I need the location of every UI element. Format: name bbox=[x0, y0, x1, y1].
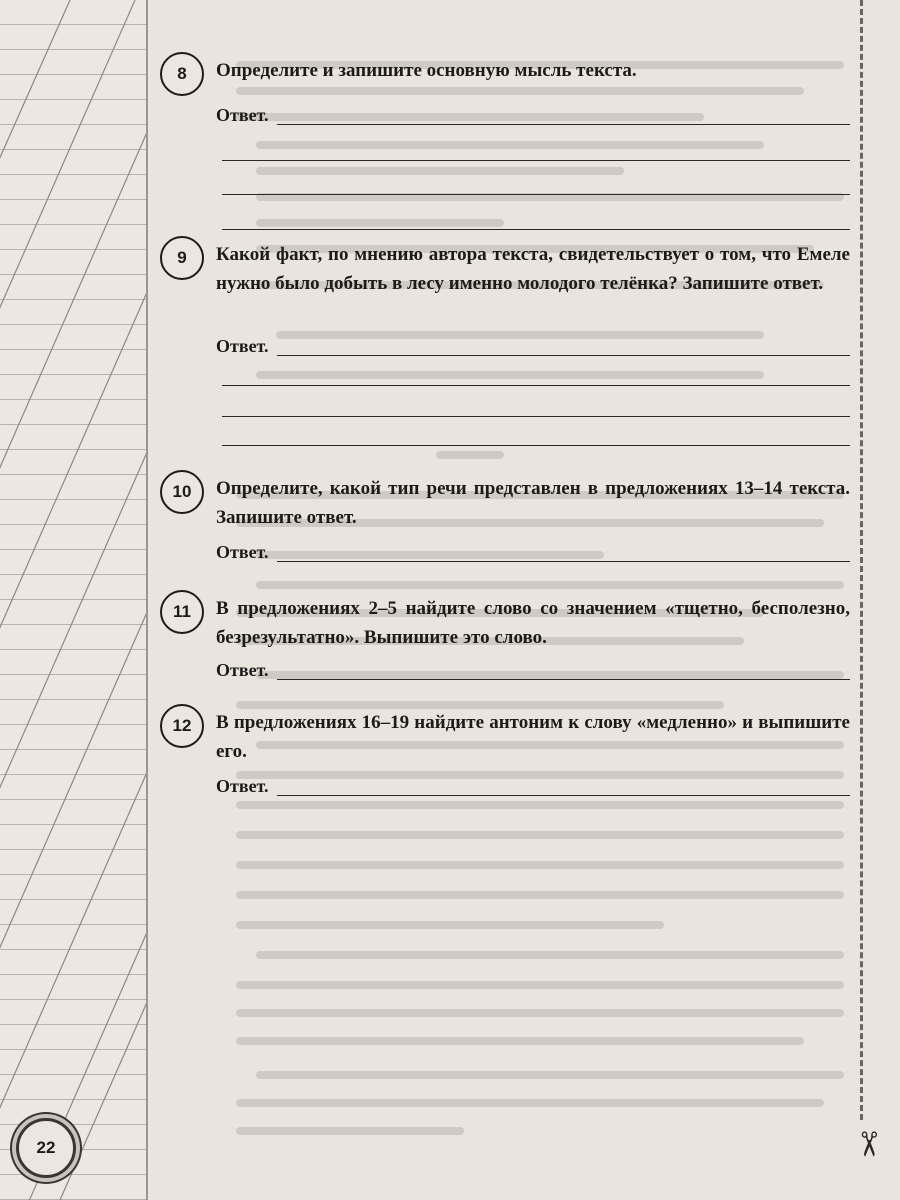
answer-line[interactable] bbox=[277, 355, 850, 356]
task-question: Определите и запишите основную мысль текста. bbox=[216, 60, 637, 81]
answer-line[interactable] bbox=[277, 561, 850, 562]
task-number-badge: 8 bbox=[160, 52, 204, 96]
page-edge bbox=[146, 0, 148, 1200]
answer-line[interactable] bbox=[277, 795, 850, 796]
slant-lines bbox=[0, 0, 148, 1200]
task-number-badge: 11 bbox=[160, 590, 204, 634]
page-number: 22 bbox=[16, 1118, 76, 1178]
facing-page-margin bbox=[0, 0, 148, 1200]
answer-label: Ответ. bbox=[216, 105, 269, 125]
task-question: В предложениях 2–5 найдите слово со значением «тщетно, бесполезно, безрезультатно». Выпишите это слово. bbox=[216, 598, 850, 648]
answer-label: Ответ. bbox=[216, 336, 269, 356]
answer-line[interactable] bbox=[222, 385, 850, 386]
answer-line[interactable] bbox=[222, 160, 850, 161]
task-question: Определите, какой тип речи представлен в предложениях 13–14 текста. Запишите ответ. bbox=[216, 478, 850, 528]
task-question: Какой факт, по мнению автора текста, свидетельствует о том, что Емеле нужно было добыть в лесу именно молодого телёнка? Запишите ответ. bbox=[216, 244, 850, 294]
cut-line bbox=[860, 0, 863, 1120]
answer-line[interactable] bbox=[277, 679, 850, 680]
answer-label: Ответ. bbox=[216, 660, 269, 680]
answer-label: Ответ. bbox=[216, 776, 269, 796]
answer-line[interactable] bbox=[222, 229, 850, 230]
answer-line[interactable] bbox=[222, 194, 850, 195]
scissors-icon: ✂ bbox=[848, 1130, 888, 1159]
answer-line[interactable] bbox=[222, 416, 850, 417]
answer-line[interactable] bbox=[277, 124, 850, 125]
answer-line[interactable] bbox=[222, 445, 850, 446]
task-number-badge: 10 bbox=[160, 470, 204, 514]
answer-label: Ответ. bbox=[216, 542, 269, 562]
task-question: В предложениях 16–19 найдите антоним к слову «медленно» и выпишите его. bbox=[216, 712, 850, 762]
task-number-badge: 12 bbox=[160, 704, 204, 748]
task-number-badge: 9 bbox=[160, 236, 204, 280]
